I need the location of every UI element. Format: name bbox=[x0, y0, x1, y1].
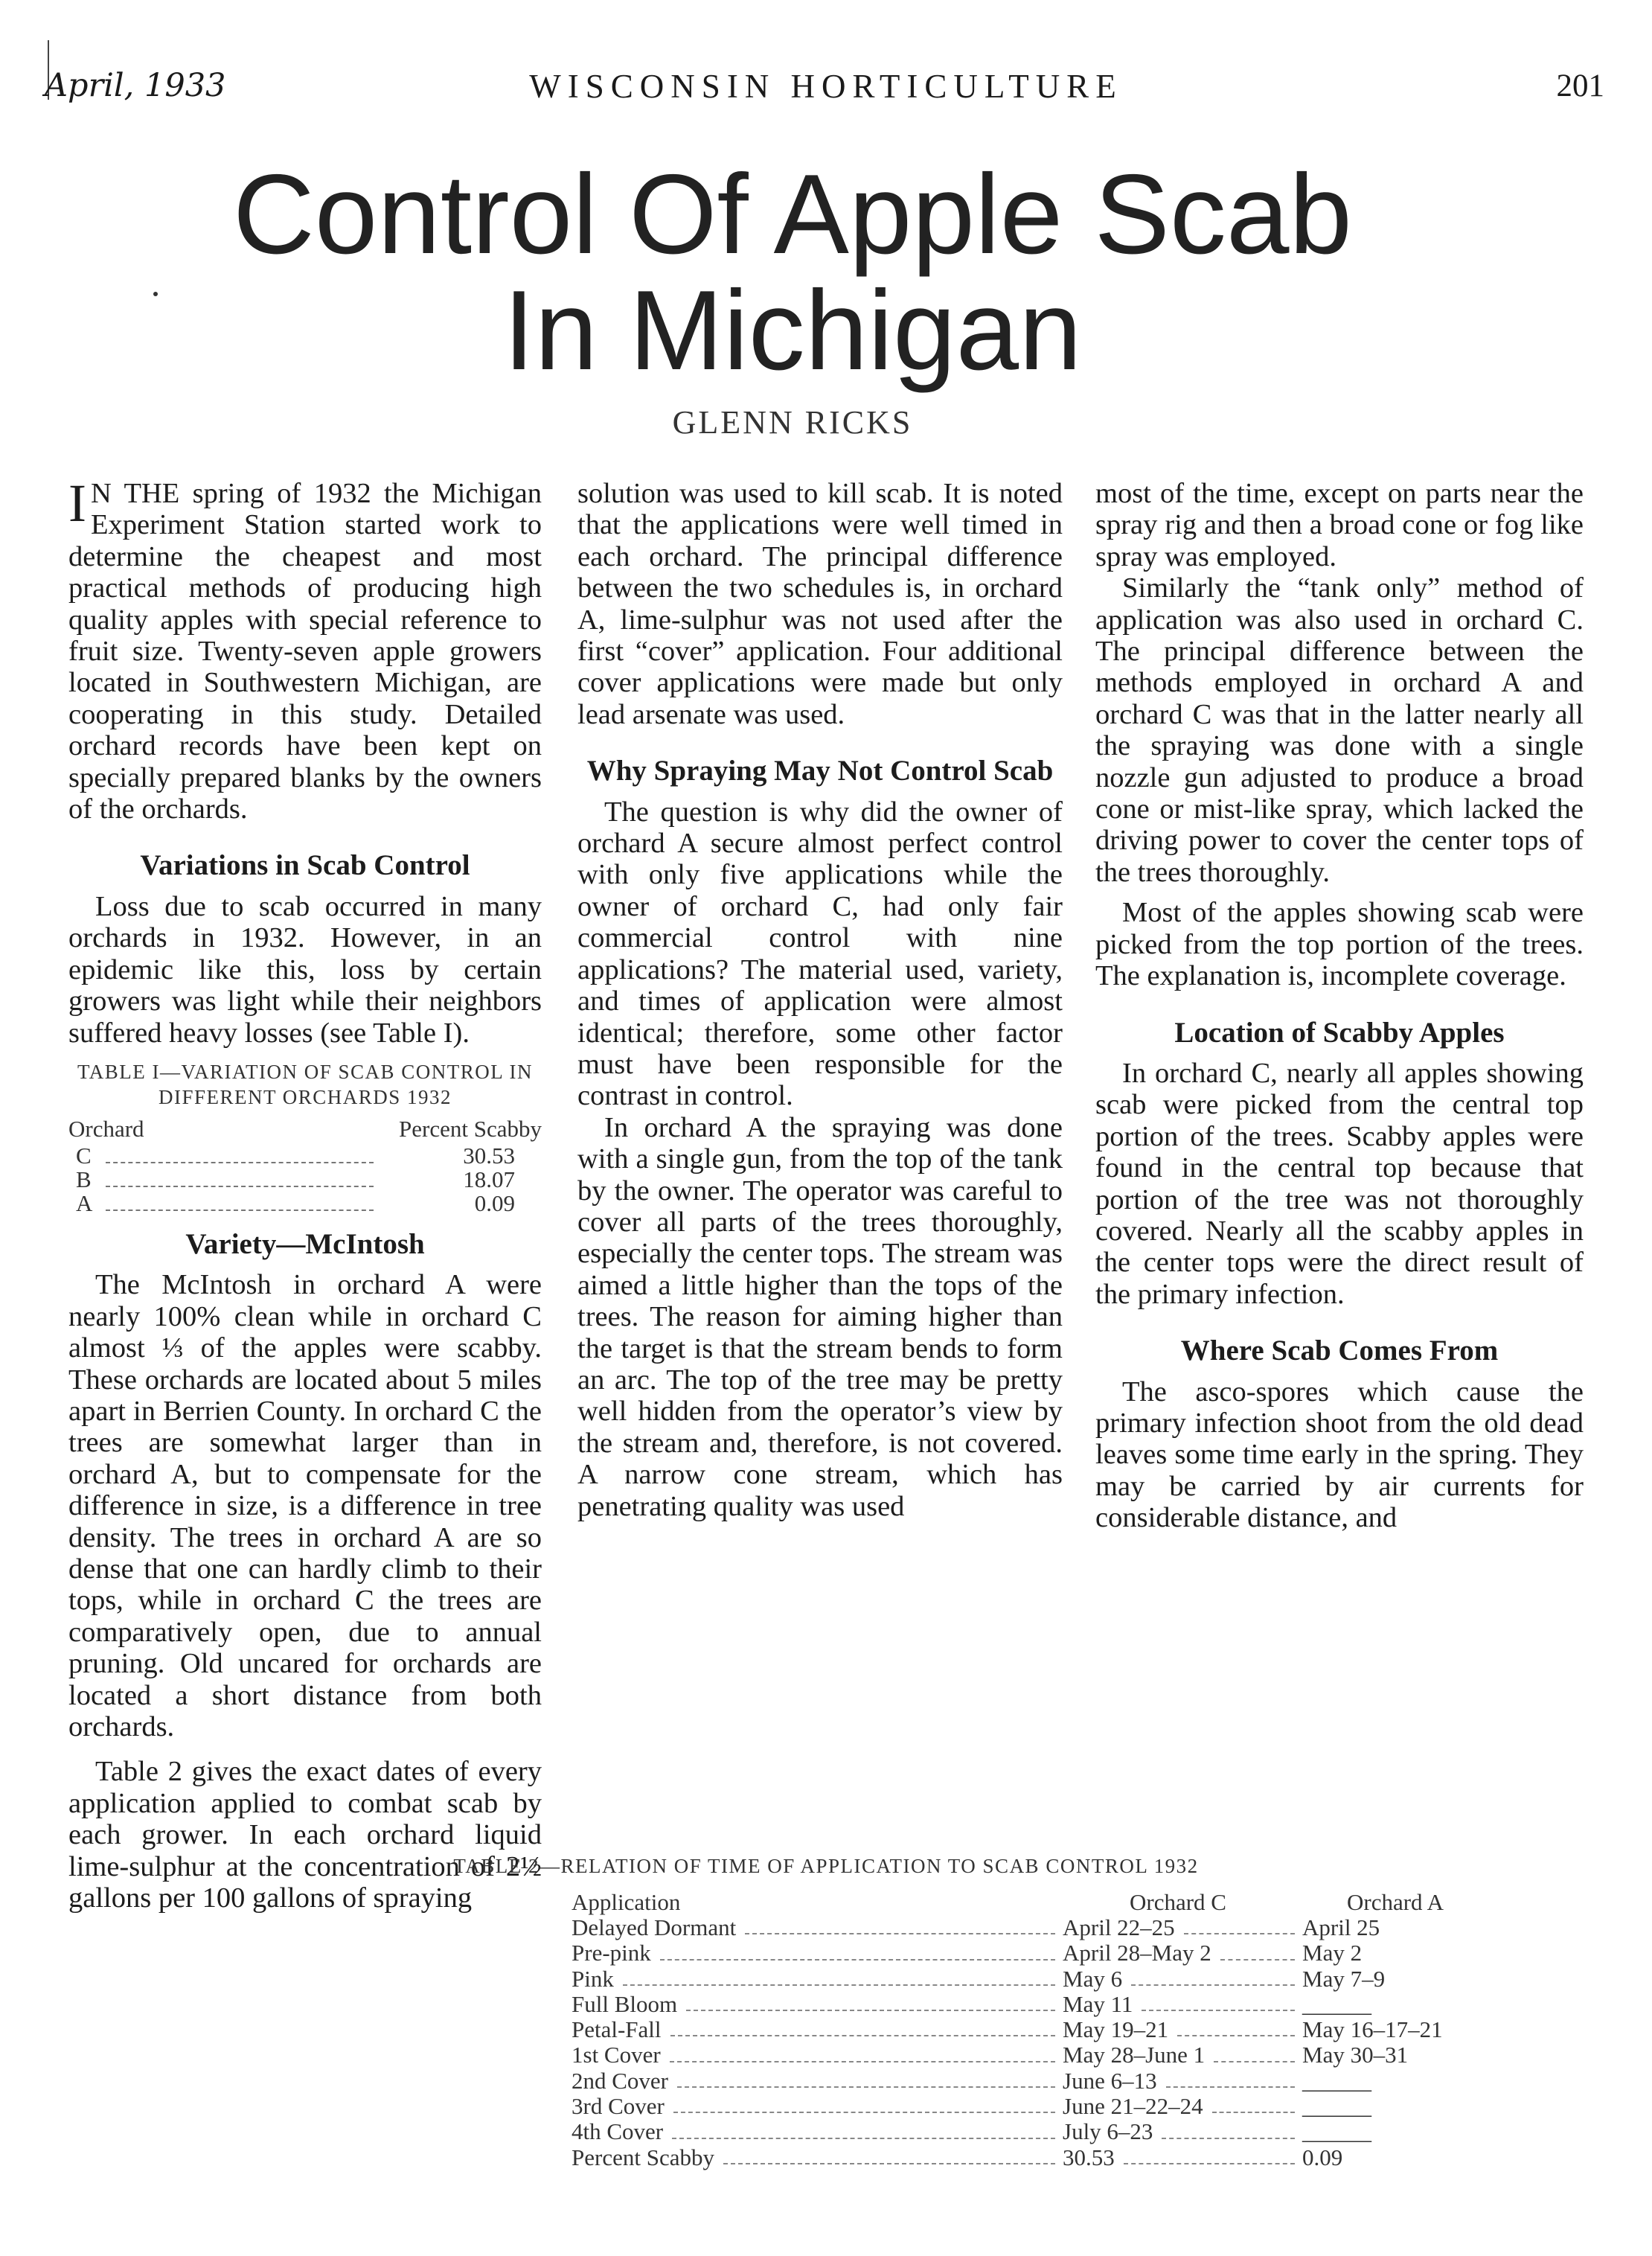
leader-dots bbox=[723, 2163, 1055, 2164]
application-name: 4th Cover bbox=[572, 2118, 664, 2145]
application-cell bbox=[572, 2017, 1063, 2042]
application-name: Pink bbox=[572, 1965, 614, 1992]
table1 bbox=[68, 1117, 542, 1215]
paragraph: The McIntosh in orchard A were nearly 100% clean while in orchard C almost ⅓ of the apples were scabby. These orchards are located about 5 miles apart in Berrien County. In orchard C the trees are somewhat larger than in orchard A, but to compensate for the difference in size, is a difference in tree density. The trees in orchard A are so dense that one can hardly climb to their tops, while in orchard C the trees are comparatively open, due to annual pruning. Old uncared for orchards are located a short distance from both orchards. bbox=[68, 1269, 542, 1742]
table1-orchard-cell: B bbox=[76, 1166, 92, 1192]
column-1 bbox=[68, 473, 542, 1914]
application-cell bbox=[572, 2094, 1063, 2119]
leader-dots bbox=[1220, 1959, 1295, 1961]
orchard-c-value: June 21–22–24 bbox=[1063, 2093, 1203, 2120]
leader-dots bbox=[745, 1933, 1055, 1934]
leader-dots bbox=[106, 1196, 374, 1211]
leader-dots bbox=[670, 2035, 1055, 2036]
table1-percent-cell: 18.07 bbox=[463, 1166, 515, 1192]
leader-dots bbox=[623, 1984, 1055, 1986]
table-row bbox=[572, 1992, 1502, 2017]
section-heading-location: Location of Scabby Apples bbox=[1174, 1016, 1505, 1049]
table2-col-orchard-a: Orchard A bbox=[1347, 1888, 1444, 1915]
orchard-c-value: 30.53 bbox=[1063, 2144, 1115, 2170]
table2-col-application: Application bbox=[572, 1888, 681, 1915]
table-row bbox=[68, 1189, 542, 1216]
leader-dots bbox=[1142, 2010, 1295, 2011]
table-row bbox=[572, 2094, 1502, 2119]
application-name: 1st Cover bbox=[572, 2042, 661, 2068]
intro-text: N THE spring of 1932 the Michigan Experiment Station started work to determine the cheapest and most practical methods of producing high quality apples with special reference to fruit size. Twenty-seven apple growers located in Southwestern Michigan, are cooperating in this study. Detailed orchard records have been kept on specially prepared blanks by the owners of the orchards. bbox=[68, 478, 542, 825]
section-heading-variations: Variations in Scab Control bbox=[140, 849, 470, 882]
application-cell bbox=[572, 1915, 1063, 1940]
application-cell bbox=[572, 2042, 1063, 2068]
orchard-a-cell: ______ bbox=[1302, 2067, 1371, 2094]
orchard-c-value: July 6–23 bbox=[1063, 2118, 1153, 2145]
section-heading-variety: Variety—McIntosh bbox=[185, 1227, 425, 1260]
leader-dots bbox=[1177, 2035, 1295, 2036]
orchard-c-value: May 11 bbox=[1063, 1990, 1133, 2017]
table1-orchard-cell: C bbox=[76, 1142, 92, 1169]
orchard-a-cell: ______ bbox=[1302, 2093, 1371, 2120]
application-cell bbox=[572, 1992, 1063, 2017]
orchard-c-value: May 6 bbox=[1063, 1965, 1123, 1992]
orchard-c-value: May 19–21 bbox=[1063, 2016, 1169, 2043]
leader-dots bbox=[677, 2086, 1055, 2088]
leader-dots bbox=[1124, 2163, 1295, 2164]
table-row bbox=[68, 1168, 542, 1192]
orchard-c-cell bbox=[1063, 1992, 1302, 2017]
orchard-c-cell bbox=[1063, 1966, 1302, 1992]
paragraph: Table 2 gives the exact dates of every application applied to combat scab by each grower. In each orchard liquid lime-sulphur at the concentration of 2½ gallons per 100 gallons of spraying bbox=[68, 1756, 542, 1914]
application-name: Delayed Dormant bbox=[572, 1914, 737, 1940]
application-cell bbox=[572, 1966, 1063, 1992]
orchard-a-cell: May 30–31 bbox=[1302, 2042, 1409, 2068]
orchard-c-cell bbox=[1063, 2068, 1302, 2094]
orchard-c-cell bbox=[1063, 1940, 1302, 1966]
paragraph: Loss due to scab occurred in many orchards in 1932. However, in an epidemic like this, loss by certain growers was light while their neighbors suffered heavy losses (see Table I). bbox=[68, 890, 542, 1049]
application-name: Petal-Fall bbox=[572, 2016, 662, 2043]
orchard-a-cell: ______ bbox=[1302, 1990, 1371, 2017]
table1-caption: TABLE I—VARIATION OF SCAB CONTROL IN DIFFERENT ORCHARDS 1932 bbox=[77, 1060, 534, 1108]
leader-dots bbox=[1131, 1984, 1295, 1986]
application-name: Full Bloom bbox=[572, 1990, 678, 2017]
table1-percent-cell: 0.09 bbox=[474, 1189, 515, 1216]
table1-col-percent: Percent Scabby bbox=[399, 1115, 542, 1142]
orchard-c-value: April 28–May 2 bbox=[1063, 1940, 1211, 1966]
table-row bbox=[572, 2042, 1502, 2068]
orchard-a-cell: ______ bbox=[1302, 2118, 1371, 2145]
journal-name: WISCONSIN HORTICULTURE bbox=[529, 68, 1123, 105]
leader-dots bbox=[1212, 2112, 1295, 2113]
article-author: GLENN RICKS bbox=[672, 404, 913, 441]
application-cell bbox=[572, 1940, 1063, 1966]
orchard-c-cell bbox=[1063, 2042, 1302, 2068]
paragraph: The question is why did the owner of orchard A secure almost perfect control with only five applications while the owner of orchard C, had only fair commercial control with nine applications? The material used, variety, and times of application were almost identical; therefore, some other factor must have been responsible for the contrast in control. bbox=[577, 796, 1063, 1112]
paragraph: The asco-spores which cause the primary infection shoot from the old dead leaves some time early in the spring. They may be carried by air currents for considerable distance, and bbox=[1095, 1375, 1584, 1534]
orchard-a-cell: April 25 bbox=[1302, 1914, 1380, 1940]
table1-col-orchard: Orchard bbox=[68, 1115, 144, 1142]
section-heading-where-scab: Where Scab Comes From bbox=[1180, 1335, 1499, 1367]
table-row bbox=[68, 1144, 542, 1168]
application-name: 2nd Cover bbox=[572, 2067, 669, 2094]
paragraph: Similarly the “tank only” method of application was also used in orchard C. The principal difference between the methods employed in orchard A and orchard C was that in the latter nearly all the spraying was done with a single nozzle gun adjusted to produce a broad cone or mist-like spray, which lacked the driving power to cover the center tops of the trees thoroughly. bbox=[1095, 572, 1584, 888]
orchard-a-cell: May 2 bbox=[1302, 1940, 1363, 1966]
article-title-line2: In Michigan bbox=[503, 267, 1082, 394]
leader-dots bbox=[1162, 2138, 1295, 2139]
application-name: Percent Scabby bbox=[572, 2144, 714, 2170]
orchard-c-cell bbox=[1063, 1915, 1302, 1940]
article-title-line1: Control Of Apple Scab bbox=[233, 151, 1352, 278]
orchard-c-value: June 6–13 bbox=[1063, 2067, 1157, 2094]
orchard-a-cell: May 7–9 bbox=[1302, 1965, 1386, 1992]
section-heading-why-spraying: Why Spraying May Not Control Scab bbox=[586, 755, 1054, 787]
paragraph: solution was used to kill scab. It is noted that the applications were well timed in each orchard. The principal difference between the two schedules is, in orchard A, lime-sulphur was not used after the first “cover” application. Four additional cover applications were made but only lead arsenate was used. bbox=[577, 478, 1063, 730]
leader-dots bbox=[670, 2061, 1055, 2062]
leader-dots bbox=[1166, 2086, 1295, 2088]
application-name: Pre-pink bbox=[572, 1940, 651, 1966]
orchard-c-value: May 28–June 1 bbox=[1063, 2042, 1206, 2068]
paragraph: In orchard A the spraying was done with a single gun, from the top of the tank by the owner. The operator was careful to cover all parts of the trees thoroughly, especially the center tops. The stream was aimed a little higher than the tops of the trees. The reason for aiming higher than the target is that the stream bends to form an arc. The top of the tree may be pretty well hidden from the operator’s view by the stream and, therefore, is not covered. A narrow cone stream, which has penetrating quality was used bbox=[577, 1111, 1063, 1522]
table-row bbox=[572, 2145, 1502, 2170]
leader-dots bbox=[1214, 2061, 1295, 2062]
table2-caption: TABLE 2—RELATION OF TIME OF APPLICATION TO SCAB CONTROL 1932 bbox=[453, 1855, 1199, 1877]
leader-dots bbox=[1184, 1933, 1295, 1934]
orchard-c-cell bbox=[1063, 2094, 1302, 2119]
paragraph: In orchard C, nearly all apples showing scab were picked from the central top portion of the trees. Scabby apples were found in the central top because that portion of the tree was not thoroughly covered. Nearly all the scabby apples in the center tops were the direct result of the primary infection. bbox=[1095, 1057, 1584, 1310]
paragraph: Most of the apples showing scab were picked from the top portion of the trees. The explanation is, incomplete coverage. bbox=[1095, 897, 1584, 992]
leader-dots bbox=[673, 2112, 1055, 2113]
table-row bbox=[572, 2068, 1502, 2094]
leader-dots bbox=[686, 2010, 1055, 2011]
paragraph: most of the time, except on parts near the spray rig and then a broad cone or fog like spray was employed. bbox=[1095, 478, 1584, 572]
issue-date: April, 1933 bbox=[45, 67, 226, 104]
table2 bbox=[572, 1887, 1502, 2170]
intro-paragraph bbox=[68, 473, 542, 825]
orchard-a-cell: May 16–17–21 bbox=[1302, 2016, 1443, 2043]
leader-dots bbox=[106, 1172, 374, 1187]
orchard-c-cell bbox=[1063, 2145, 1302, 2170]
application-cell bbox=[572, 2145, 1063, 2170]
orchard-a-cell: 0.09 bbox=[1302, 2144, 1343, 2170]
orchard-c-cell bbox=[1063, 2119, 1302, 2144]
table-row bbox=[572, 2017, 1502, 2042]
table-row bbox=[572, 1940, 1502, 1966]
table1-percent-cell: 30.53 bbox=[463, 1142, 515, 1169]
orchard-c-value: April 22–25 bbox=[1063, 1914, 1175, 1940]
application-cell bbox=[572, 2119, 1063, 2144]
application-cell bbox=[572, 2068, 1063, 2094]
table-row bbox=[572, 1915, 1502, 1940]
table-row bbox=[572, 2119, 1502, 2144]
table2-col-orchard-c: Orchard C bbox=[1130, 1888, 1226, 1915]
drop-cap: I bbox=[68, 473, 86, 533]
page-number: 201 bbox=[1556, 68, 1604, 103]
column-3 bbox=[1095, 478, 1584, 1534]
orchard-c-cell bbox=[1063, 2017, 1302, 2042]
application-name: 3rd Cover bbox=[572, 2093, 665, 2120]
table1-orchard-cell: A bbox=[76, 1189, 93, 1216]
table1-header bbox=[68, 1117, 542, 1141]
leader-dots bbox=[660, 1959, 1055, 1961]
column-2 bbox=[577, 478, 1063, 1522]
leader-dots bbox=[672, 2138, 1055, 2139]
leader-dots bbox=[106, 1148, 374, 1163]
table-row bbox=[572, 1966, 1502, 1992]
table2-header bbox=[572, 1887, 1502, 1915]
